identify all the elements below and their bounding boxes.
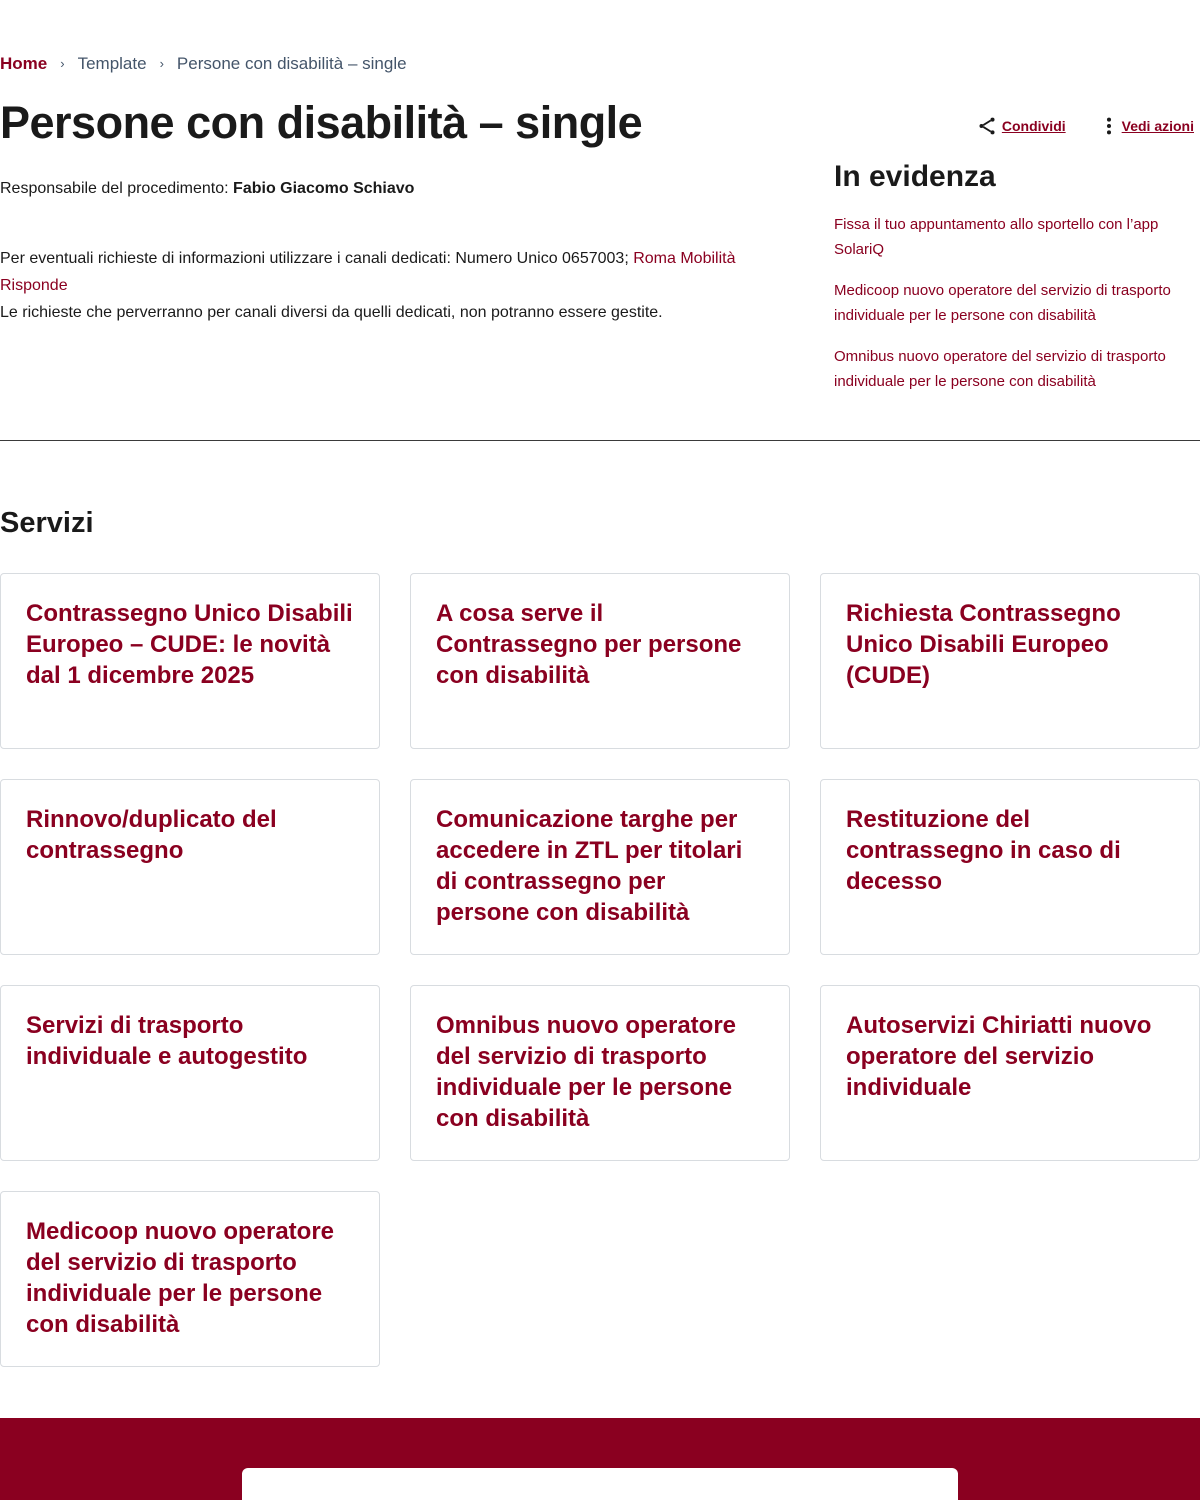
servizi-grid xyxy=(0,573,1200,1367)
service-card[interactable] xyxy=(410,985,790,1161)
servizi-title: Servizi xyxy=(0,507,94,539)
section-divider xyxy=(0,440,1200,441)
service-card-link[interactable]: Omnibus nuovo operatore del servizio di trasporto individuale per le persone con disabilità xyxy=(436,1012,737,1132)
info-block xyxy=(0,245,760,326)
breadcrumb-separator: › xyxy=(159,56,164,71)
service-card-link[interactable]: Medicoop nuovo operatore del servizio di trasporto individuale per le persone con disabilità xyxy=(26,1218,335,1338)
responsabile-label: Responsabile del procedimento: xyxy=(0,180,229,197)
evidenza-link[interactable]: Medicoop nuovo operatore del servizio di trasporto individuale per le persone con disabilità xyxy=(834,282,1171,324)
responsabile xyxy=(0,178,414,200)
list-item xyxy=(834,212,1200,262)
in-evidenza-title: In evidenza xyxy=(834,160,996,193)
page-title: Persone con disabilità – single xyxy=(0,97,643,148)
more-actions-label: Vedi azioni xyxy=(1121,118,1194,134)
list-item xyxy=(834,344,1200,394)
list-item xyxy=(834,278,1200,328)
service-card[interactable] xyxy=(820,985,1200,1161)
service-card-link[interactable]: Comunicazione targhe per accedere in ZTL per titolari di contrassegno per persone con disabilità xyxy=(436,806,743,926)
evidenza-link[interactable]: Omnibus nuovo operatore del servizio di trasporto individuale per le persone con disabilità xyxy=(834,348,1166,390)
service-card[interactable] xyxy=(820,573,1200,749)
in-evidenza-list xyxy=(834,212,1200,394)
info-text-1: Per eventuali richieste di informazioni utilizzare i canali dedicati: Numero Unico 0657003; xyxy=(0,250,629,267)
service-card-link[interactable]: Autoservizi Chiriatti nuovo operatore del servizio individuale xyxy=(846,1012,1152,1101)
info-text-2: Le richieste che perverranno per canali diversi da quelli dedicati, non potranno essere gestite. xyxy=(0,304,663,321)
service-card[interactable] xyxy=(820,779,1200,955)
responsabile-name: Fabio Giacomo Schiavo xyxy=(233,180,415,197)
footer-panel xyxy=(242,1468,958,1500)
breadcrumb-home-link[interactable]: Home xyxy=(0,54,48,73)
service-card[interactable] xyxy=(410,779,790,955)
service-card[interactable] xyxy=(0,985,380,1161)
more-vertical-icon xyxy=(1100,115,1118,137)
roma-mobilita-link[interactable]: Roma Mobilità Risponde xyxy=(0,250,736,294)
service-card-link[interactable]: Richiesta Contrassegno Unico Disabili Europeo (CUDE) xyxy=(846,600,1121,689)
service-card-link[interactable]: A cosa serve il Contrassegno per persone con disabilità xyxy=(436,600,742,689)
footer-band xyxy=(0,1418,1200,1500)
service-card[interactable] xyxy=(410,573,790,749)
page-actions xyxy=(976,115,1194,137)
service-card[interactable] xyxy=(0,573,380,749)
in-evidenza xyxy=(834,158,1200,410)
share-button[interactable] xyxy=(976,115,1066,137)
more-actions-button[interactable] xyxy=(1100,115,1194,137)
breadcrumb-separator: › xyxy=(60,56,65,71)
breadcrumb-current: Persone con disabilità – single xyxy=(176,54,407,73)
service-card[interactable] xyxy=(0,779,380,955)
service-card[interactable] xyxy=(0,1191,380,1367)
share-icon xyxy=(976,115,998,137)
service-card-link[interactable]: Restituzione del contrassegno in caso di decesso xyxy=(846,806,1121,895)
breadcrumb xyxy=(0,53,407,75)
service-card-link[interactable]: Servizi di trasporto individuale e autogestito xyxy=(26,1012,308,1070)
breadcrumb-template-link[interactable]: Template xyxy=(77,54,147,73)
service-card-link[interactable]: Rinnovo/duplicato del contrassegno xyxy=(26,806,277,864)
service-card-link[interactable]: Contrassegno Unico Disabili Europeo – CUDE: le novità dal 1 dicembre 2025 xyxy=(26,600,353,689)
share-label: Condividi xyxy=(1001,118,1066,134)
evidenza-link[interactable]: Fissa il tuo appuntamento allo sportello con l’app SolariQ xyxy=(834,216,1159,258)
